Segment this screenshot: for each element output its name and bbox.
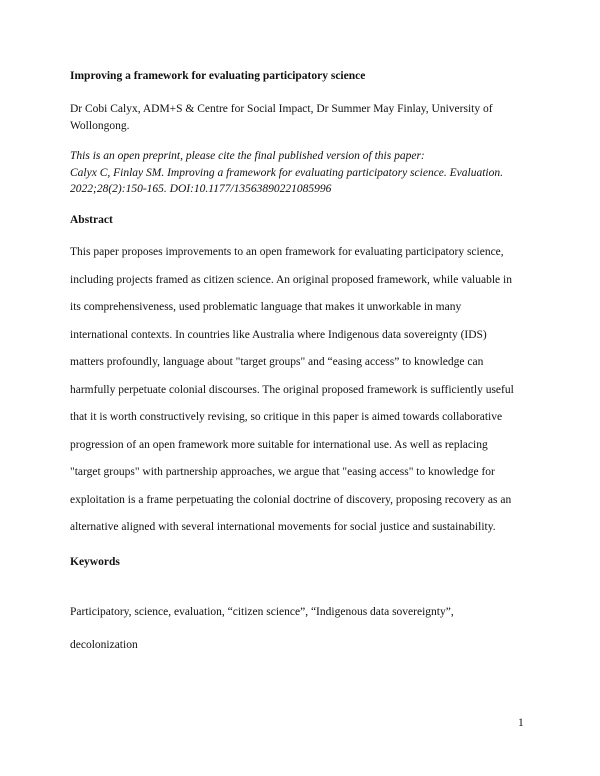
abstract-line: "target groups" with partnership approaches, we argue that "easing access" to knowledge for <box>70 466 495 478</box>
abstract-line: international contexts. In countries like Australia where Indigenous data sovereignty (IDS) <box>70 328 487 341</box>
abstract-body <box>70 239 540 542</box>
abstract-line: This paper proposes improvements to an open framework for evaluating participatory science, <box>70 246 504 258</box>
keywords-list <box>70 596 540 662</box>
abstract-heading: Abstract <box>70 214 113 226</box>
preprint-citation-notice <box>70 148 540 198</box>
abstract-line: its comprehensiveness, used problematic language that makes it unworkable in many <box>70 301 462 313</box>
author-line-1: Dr Cobi Calyx, ADM+S & Centre for Social Impact, Dr Summer May Finlay, University of <box>70 103 493 115</box>
paper-title: Improving a framework for evaluating participatory science <box>70 70 366 82</box>
abstract-line: exploitation is a frame perpetuating the colonial doctrine of discovery, proposing recovery as an <box>70 493 512 506</box>
preprint-line-2: Calyx C, Finlay SM. Improving a framework for evaluating participatory science. Evaluation. <box>70 166 503 179</box>
abstract-line: progression of an open framework more suitable for international use. As well as replacing <box>70 438 488 451</box>
abstract-line: harmfully perpetuate colonial discourses. The original proposed framework is sufficiently useful <box>70 383 514 396</box>
keywords-line: Participatory, science, evaluation, “citizen science”, “Indigenous data sovereignty”, <box>70 606 454 618</box>
keywords-line: decolonization <box>70 639 138 651</box>
author-affiliations <box>70 101 540 135</box>
page-number: 1 <box>518 717 524 729</box>
abstract-line: matters profoundly, language about "target groups" and “easing access” to knowledge can <box>70 356 484 368</box>
abstract-line: alternative aligned with several international movements for social justice and sustainability. <box>70 521 496 533</box>
abstract-line: that it is worth constructively revising, so critique in this paper is aimed towards collaborative <box>70 411 503 423</box>
preprint-line-3: 2022;28(2):150-165. DOI:10.1177/13563890221085996 <box>70 183 332 195</box>
preprint-line-1: This is an open preprint, please cite the final published version of this paper: <box>70 150 425 162</box>
keywords-heading: Keywords <box>70 556 120 568</box>
author-line-2: Wollongong. <box>70 120 130 132</box>
abstract-line: including projects framed as citizen science. An original proposed framework, while valuable in <box>70 273 512 286</box>
